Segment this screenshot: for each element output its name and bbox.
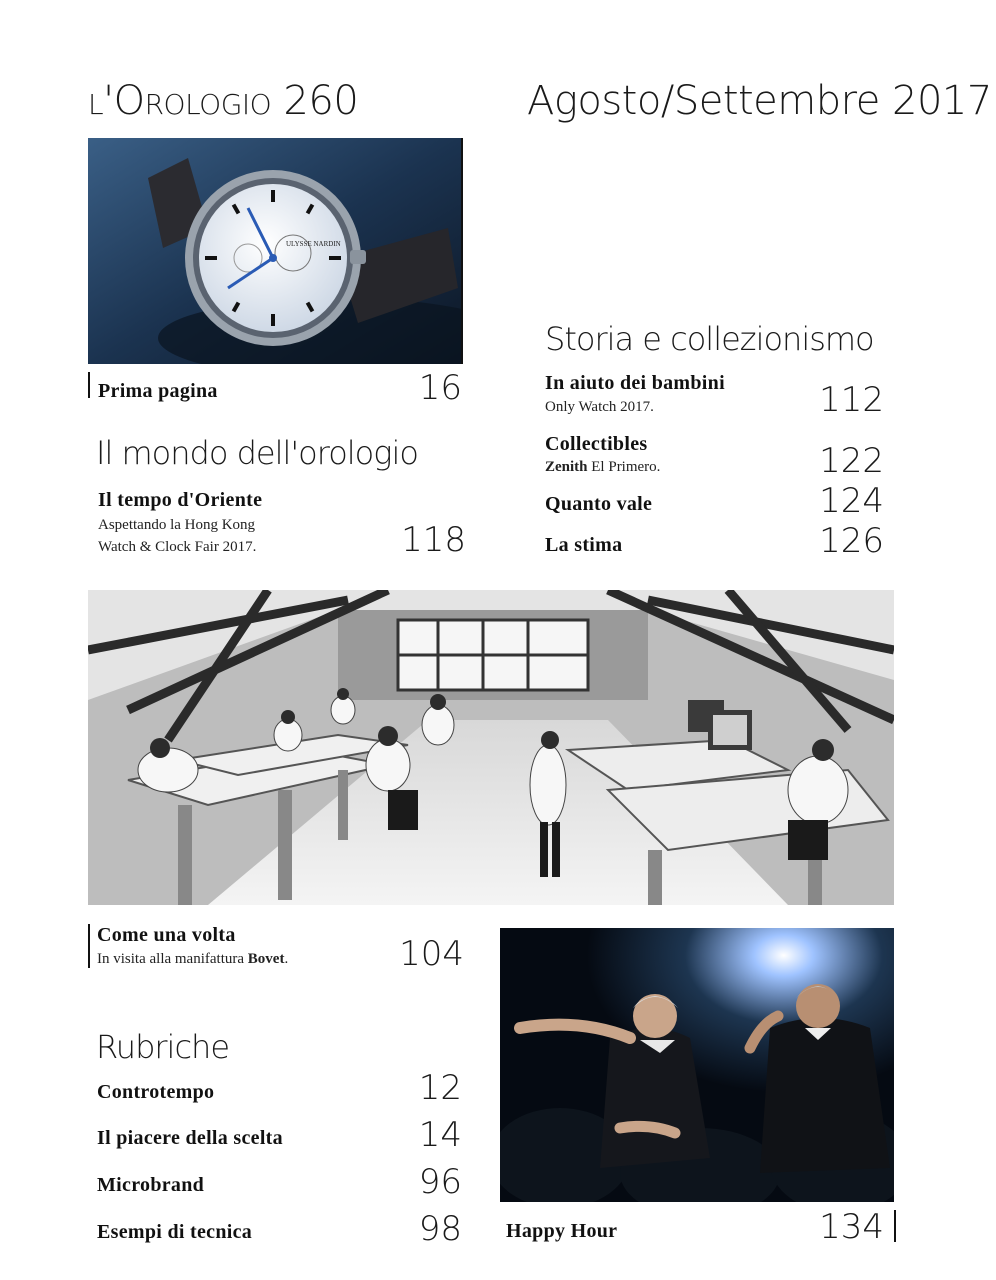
- cinema-photo: [500, 928, 894, 1202]
- rubriche-entry-title-2[interactable]: Il piacere della scelta: [97, 1127, 283, 1149]
- feature-entry-sub-brand: Bovet: [247, 951, 285, 967]
- happy-hour-title[interactable]: Happy Hour: [506, 1220, 618, 1242]
- rubriche-entry-title-1[interactable]: Controtempo: [97, 1081, 215, 1103]
- feature-rule: [88, 924, 90, 968]
- watch-photo-rule: [461, 138, 463, 364]
- mondo-entry-sub-1: Aspettando la Hong Kong: [98, 517, 256, 533]
- mondo-entry-sub-2: Watch & Clock Fair 2017.: [98, 539, 257, 555]
- feature-entry-sub: [97, 949, 288, 969]
- storia-entry-sub-2-brand: Zenith: [545, 459, 588, 475]
- rubriche-entry-page-3[interactable]: 96: [418, 1162, 462, 1202]
- feature-entry-sub-end: .: [284, 951, 289, 967]
- storia-entry-title-1[interactable]: In aiuto dei bambini: [545, 372, 725, 394]
- section-title-mondo: Il mondo dell'orologio: [96, 434, 418, 472]
- feature-entry-page[interactable]: 104: [399, 934, 464, 974]
- rubriche-entry-page-2[interactable]: 14: [418, 1115, 462, 1155]
- mondo-entry-page[interactable]: 118: [401, 520, 466, 560]
- storia-entry-page-4[interactable]: 126: [819, 521, 884, 561]
- storia-entry-sub-1: Only Watch 2017.: [545, 399, 654, 415]
- issue-date: Agosto/Settembre 2017: [527, 78, 992, 124]
- rubriche-entry-page-1[interactable]: 12: [418, 1068, 462, 1108]
- mondo-entry-title[interactable]: Il tempo d'Oriente: [98, 489, 263, 511]
- storia-entry-sub-2-text: El Primero.: [587, 459, 661, 475]
- rubriche-entry-title-3[interactable]: Microbrand: [97, 1174, 205, 1196]
- cover-entry-title[interactable]: Prima pagina: [98, 380, 218, 402]
- section-title-rubriche: Rubriche: [96, 1028, 229, 1066]
- section-title-storia: Storia e collezionismo: [545, 320, 874, 358]
- svg-text:ULYSSE NARDIN: ULYSSE NARDIN: [286, 240, 341, 248]
- feature-entry-sub-text: In visita alla manifattura: [97, 951, 248, 967]
- storia-entry-page-3[interactable]: 124: [819, 481, 884, 521]
- feature-entry-title[interactable]: Come una volta: [97, 924, 236, 946]
- storia-entry-page-1[interactable]: 112: [819, 380, 884, 420]
- storia-entry-title-4[interactable]: La stima: [545, 534, 623, 556]
- storia-entry-title-3[interactable]: Quanto vale: [545, 493, 653, 515]
- cover-rule: [88, 372, 90, 398]
- storia-entry-page-2[interactable]: 122: [819, 441, 884, 481]
- rubriche-entry-page-4[interactable]: 98: [418, 1209, 462, 1249]
- rubriche-entry-title-4[interactable]: Esempi di tecnica: [97, 1221, 253, 1243]
- cover-entry-page[interactable]: 16: [418, 368, 462, 408]
- workshop-photo: [88, 590, 894, 905]
- happy-hour-rule: [894, 1210, 896, 1242]
- storia-entry-sub-2: [545, 457, 660, 477]
- masthead: l'Orologio 260: [88, 78, 359, 124]
- watch-photo: [88, 138, 462, 364]
- happy-hour-page[interactable]: 134: [819, 1207, 884, 1247]
- storia-entry-title-2[interactable]: Collectibles: [545, 433, 648, 455]
